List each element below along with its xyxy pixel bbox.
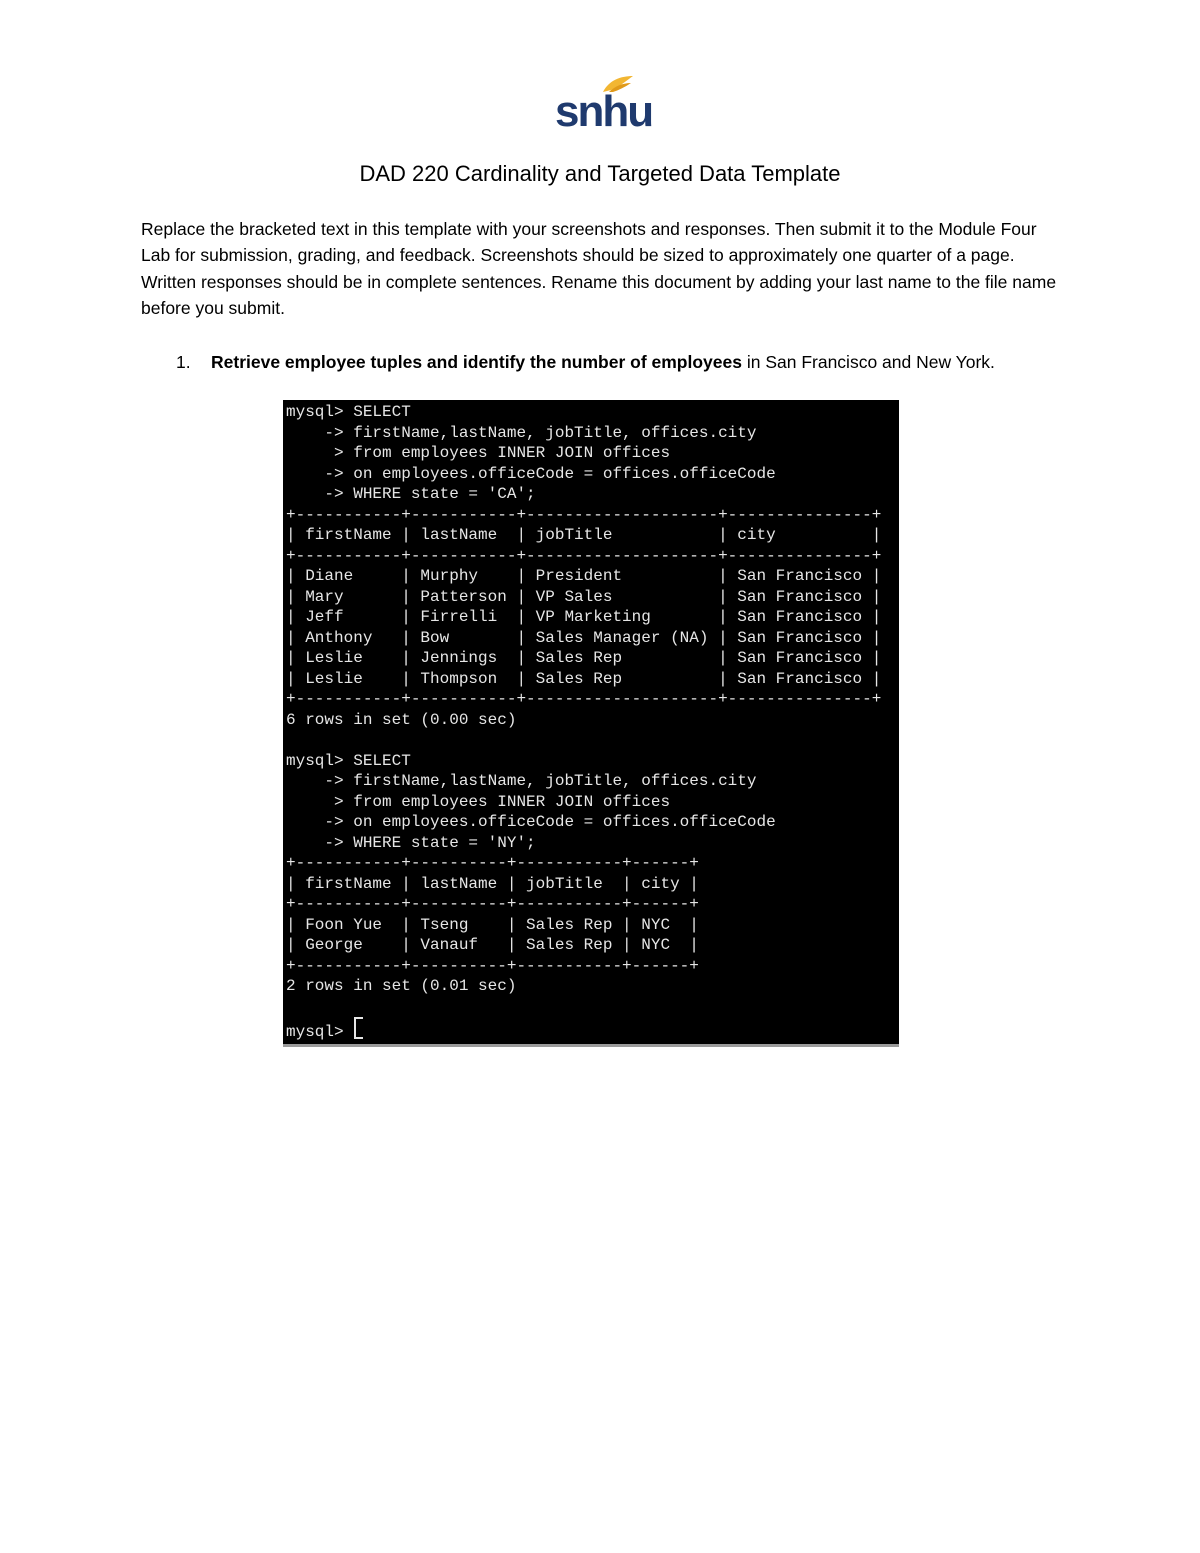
- terminal-line: 6 rows in set (0.00 sec): [286, 710, 517, 729]
- terminal-line: | Leslie | Thompson | Sales Rep | San Francisco |: [286, 669, 882, 688]
- list-item-rest-text: in San Francisco and New York.: [741, 352, 995, 372]
- terminal-line: | Foon Yue | Tseng | Sales Rep | NYC |: [286, 915, 699, 934]
- terminal-line: > from employees INNER JOIN offices: [286, 444, 671, 462]
- terminal-line: | Diane | Murphy | President | San Francisco |: [286, 567, 882, 585]
- terminal-screenshot: [283, 400, 899, 1047]
- terminal-line: -> firstName,lastName, jobTitle, offices.city: [286, 772, 757, 790]
- terminal-line: -> WHERE state = 'NY';: [286, 833, 536, 852]
- terminal-line: +-----------+----------+-----------+------+: [286, 956, 699, 975]
- terminal-cursor: [354, 1017, 363, 1039]
- terminal-line: | Anthony | Bow | Sales Manager (NA) | San Francisco |: [286, 628, 882, 647]
- logo-wordmark: snhu: [555, 87, 653, 136]
- terminal-line: 2 rows in set (0.01 sec): [286, 977, 517, 995]
- terminal-line: mysql> SELECT: [286, 403, 411, 421]
- terminal-line: mysql> SELECT: [286, 751, 411, 770]
- terminal-line: +-----------+-----------+--------------------+---------------+: [286, 505, 882, 524]
- snhu-logo: [555, 72, 653, 136]
- list-item-bold-text: Retrieve employee tuples and identify the number of employees: [211, 352, 742, 372]
- terminal-line: | Mary | Patterson | VP Sales | San Francisco |: [286, 587, 882, 606]
- terminal-line: | firstName | lastName | jobTitle | city |: [286, 874, 699, 893]
- terminal-line: -> firstName,lastName, jobTitle, offices.city: [286, 423, 757, 442]
- list-number: 1.: [176, 352, 191, 372]
- terminal-line: +-----------+----------+-----------+------+: [286, 854, 699, 872]
- list-item-text: [211, 349, 1041, 375]
- terminal-line: | Jeff | Firrelli | VP Marketing | San Francisco |: [286, 608, 882, 626]
- terminal-line: +-----------+----------+-----------+------+: [286, 895, 699, 913]
- terminal-line: [286, 997, 881, 1018]
- terminal-line: +-----------+-----------+--------------------+---------------+: [286, 546, 882, 565]
- terminal-line: mysql>: [286, 1017, 881, 1038]
- instructions-paragraph: Replace the bracketed text in this template with your screenshots and responses. Then submit it to the Module Four Lab for submission, grading, and feedback. Screenshots should be sized to approximately one quarter of a page. Written responses should be in complete sentences. Rename this document by adding your last name to the file name before you submit.: [141, 219, 1057, 318]
- page-title: DAD 220 Cardinality and Targeted Data Template: [359, 161, 841, 186]
- terminal-line: > from employees INNER JOIN offices: [286, 792, 671, 811]
- terminal-line: -> on employees.officeCode = offices.officeCode: [286, 464, 776, 483]
- terminal-line: | firstName | lastName | jobTitle | city |: [286, 526, 882, 544]
- terminal-line: [286, 730, 881, 751]
- terminal-line: -> on employees.officeCode = offices.officeCode: [286, 813, 776, 831]
- terminal-line: | George | Vanauf | Sales Rep | NYC |: [286, 936, 699, 954]
- terminal-line: | Leslie | Jennings | Sales Rep | San Francisco |: [286, 649, 882, 667]
- terminal-output: [286, 402, 882, 1041]
- terminal-line: +-----------+-----------+--------------------+---------------+: [286, 690, 882, 708]
- terminal-line: -> WHERE state = 'CA';: [286, 485, 536, 503]
